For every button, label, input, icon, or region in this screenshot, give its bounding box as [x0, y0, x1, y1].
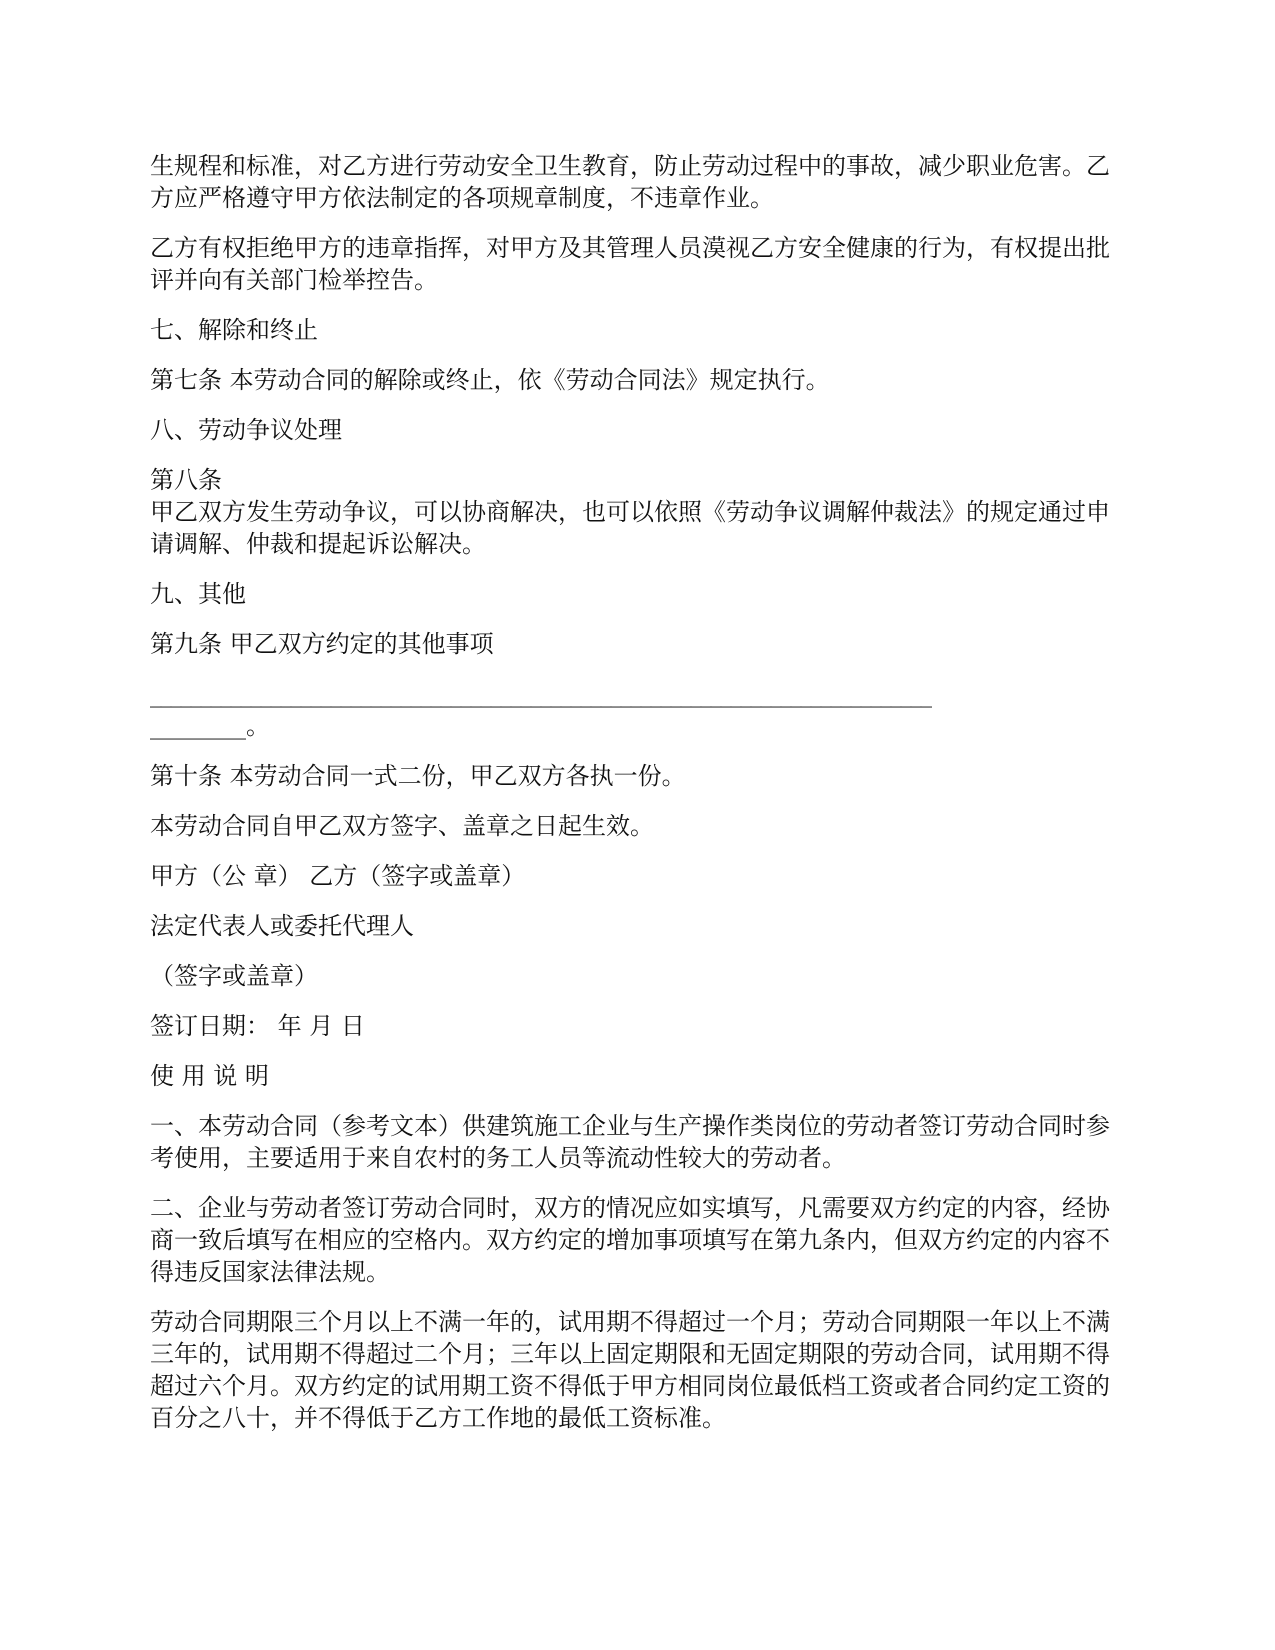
fill-in-blank-tail: ________。: [150, 712, 270, 740]
instruction-2: 二、企业与劳动者签订劳动合同时，双方的情况应如实填写，凡需要双方约定的内容，经协商一致后填写在相应的空格内。双方约定的增加事项填写在第九条内，但双方约定的内容不得违反国家法律法规。: [150, 1194, 1110, 1286]
paragraph-right-to-refuse: 乙方有权拒绝甲方的违章指挥，对甲方及其管理人员漠视乙方安全健康的行为，有权提出批评并向有关部门检举控告。: [150, 234, 1110, 294]
section-heading-other: 九、其他: [150, 580, 246, 608]
article-10: 第十条 本劳动合同一式二份，甲乙双方各执一份。: [150, 762, 686, 790]
signing-date: 签订日期： 年 月 日: [150, 1012, 365, 1040]
instruction-probation: 劳动合同期限三个月以上不满一年的，试用期不得超过一个月；劳动合同期限一年以上不满三年的，试用期不得超过二个月；三年以上固定期限和无固定期限的劳动合同，试用期不得超过六个月。双方约定的试用期工资不得低于甲方相同岗位最低档工资或者合同约定工资的百分之八十，并不得低于乙方工作地的最低工资标准。: [150, 1308, 1110, 1432]
legal-representative: 法定代表人或委托代理人: [150, 912, 414, 940]
instructions-heading: 使 用 说 明: [150, 1062, 269, 1090]
article-7: 第七条 本劳动合同的解除或终止，依《劳动合同法》规定执行。: [150, 366, 830, 394]
effective-clause: 本劳动合同自甲乙双方签字、盖章之日起生效。: [150, 812, 654, 840]
signature-or-seal: （签字或盖章）: [150, 962, 318, 990]
article-8-body: 甲乙双方发生劳动争议，可以协商解决，也可以依照《劳动争议调解仲裁法》的规定通过申请调解、仲裁和提起诉讼解决。: [150, 498, 1110, 558]
section-heading-dispute: 八、劳动争议处理: [150, 416, 342, 444]
fill-in-blank-line: ______________________________________________________________________________: [150, 680, 930, 708]
section-heading-termination: 七、解除和终止: [150, 316, 318, 344]
instruction-1: 一、本劳动合同（参考文本）供建筑施工企业与生产操作类岗位的劳动者签订劳动合同时参考使用，主要适用于来自农村的务工人员等流动性较大的劳动者。: [150, 1112, 1110, 1172]
paragraph-safety-rules: 生规程和标准，对乙方进行劳动安全卫生教育，防止劳动过程中的事故，减少职业危害。乙方应严格遵守甲方依法制定的各项规章制度，不违章作业。: [150, 152, 1110, 212]
article-8-title: 第八条: [150, 466, 222, 494]
article-9: 第九条 甲乙双方约定的其他事项: [150, 630, 494, 658]
signature-parties: 甲方（公 章） 乙方（签字或盖章）: [150, 862, 526, 890]
